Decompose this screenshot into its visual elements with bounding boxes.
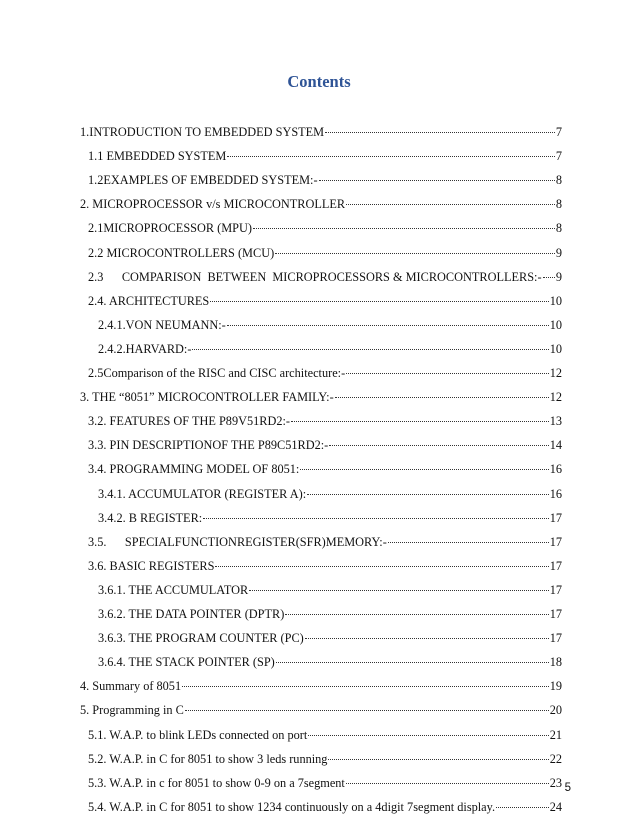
toc-dot-leader bbox=[319, 180, 555, 181]
toc-entry-page-number: 8 bbox=[555, 221, 562, 236]
toc-entry-title: 3.6.1. THE ACCUMULATOR bbox=[98, 582, 249, 597]
toc-entry-title: 3.4. PROGRAMMING MODEL OF 8051: bbox=[88, 462, 300, 477]
toc-entry-title: 3.6. BASIC REGISTERS bbox=[88, 558, 215, 573]
toc-entry[interactable] bbox=[80, 678, 562, 694]
toc-entry-title: 3.5. SPECIALFUNCTIONREGISTER(SFR)MEMORY:- bbox=[88, 534, 387, 549]
toc-dot-leader bbox=[308, 735, 548, 736]
toc-entry[interactable] bbox=[88, 799, 562, 815]
toc-entry[interactable] bbox=[88, 148, 562, 164]
toc-dot-leader bbox=[182, 686, 549, 687]
toc-entry[interactable] bbox=[88, 269, 562, 285]
toc-dot-leader bbox=[346, 783, 549, 784]
toc-entry-title: 3.6.4. THE STACK POINTER (SP) bbox=[98, 655, 275, 670]
toc-dot-leader bbox=[227, 325, 549, 326]
toc-dot-leader bbox=[300, 469, 548, 470]
toc-entry-page-number: 10 bbox=[549, 293, 562, 308]
toc-entry-page-number: 19 bbox=[549, 679, 562, 694]
toc-entry-page-number: 20 bbox=[549, 703, 562, 718]
toc-entry-title: 2.4. ARCHITECTURES bbox=[88, 293, 210, 308]
toc-entry-title: 3.4.1. ACCUMULATOR (REGISTER A): bbox=[98, 486, 307, 501]
toc-entry[interactable] bbox=[98, 630, 562, 646]
page-number: 5 bbox=[564, 782, 571, 794]
toc-entry-title: 3.3. PIN DESCRIPTIONOF THE P89C51RD2:- bbox=[88, 438, 329, 453]
toc-entry-page-number: 8 bbox=[555, 173, 562, 188]
toc-entry-page-number: 16 bbox=[549, 486, 562, 501]
toc-dot-leader bbox=[227, 156, 554, 157]
toc-entry-page-number: 10 bbox=[549, 317, 562, 332]
toc-entry-title: 3.4.2. B REGISTER: bbox=[98, 510, 203, 525]
page-title: Contents bbox=[287, 72, 351, 91]
toc-entry-title: 2.3 COMPARISON BETWEEN MICROPROCESSORS & MICROCONTROLLERS:- bbox=[88, 269, 542, 284]
toc-entry-page-number: 13 bbox=[549, 414, 562, 429]
toc-dot-leader bbox=[249, 590, 549, 591]
toc-dot-leader bbox=[543, 277, 555, 278]
toc-entry-page-number: 12 bbox=[549, 390, 562, 405]
toc-entry-page-number: 16 bbox=[549, 462, 562, 477]
toc-entry-title: 5.2. W.A.P. in C for 8051 to show 3 leds running bbox=[88, 751, 328, 766]
toc-entry-page-number: 9 bbox=[555, 269, 562, 284]
toc-entry[interactable] bbox=[98, 510, 562, 526]
toc-entry-title: 2. MICROPROCESSOR v/s MICROCONTROLLER bbox=[80, 197, 346, 212]
toc-entry-title: 2.1MICROPROCESSOR (MPU) bbox=[88, 221, 252, 236]
toc-entry-title: 3. THE “8051” MICROCONTROLLER FAMILY:- bbox=[80, 390, 334, 405]
toc-entry-title: 4. Summary of 8051 bbox=[80, 679, 182, 694]
toc-dot-leader bbox=[291, 421, 549, 422]
toc-entry-title: 5.1. W.A.P. to blink LEDs connected on port bbox=[88, 727, 308, 742]
toc-entry-page-number: 7 bbox=[555, 125, 562, 139]
toc-entry[interactable] bbox=[88, 775, 562, 791]
toc-dot-leader bbox=[329, 445, 548, 446]
toc-entry-page-number: 10 bbox=[549, 341, 562, 356]
toc-dot-leader bbox=[346, 373, 549, 374]
toc-entry-title: 3.6.2. THE DATA POINTER (DPTR) bbox=[98, 607, 285, 621]
toc-entry-title: 2.4.2.HARVARD:- bbox=[98, 341, 192, 356]
toc-entry[interactable] bbox=[88, 220, 562, 236]
toc-dot-leader bbox=[192, 349, 548, 350]
toc-entry-page-number: 12 bbox=[549, 366, 562, 380]
toc-entry[interactable] bbox=[88, 461, 562, 477]
toc-entry-title: 5.4. W.A.P. in C for 8051 to show 1234 continuously on a 4digit 7segment display. bbox=[88, 799, 496, 814]
toc-entry-title: 1.2EXAMPLES OF EMBEDDED SYSTEM:- bbox=[88, 173, 318, 188]
toc-dot-leader bbox=[496, 807, 549, 808]
toc-entry[interactable] bbox=[98, 606, 562, 622]
toc-dot-leader bbox=[215, 566, 548, 567]
toc-entry[interactable] bbox=[88, 558, 562, 574]
toc-entry-page-number: 21 bbox=[549, 727, 562, 742]
toc-entry-page-number: 7 bbox=[555, 149, 562, 164]
toc-entry[interactable] bbox=[98, 317, 562, 333]
toc-entry-page-number: 17 bbox=[549, 558, 562, 573]
toc-entry[interactable] bbox=[88, 727, 562, 743]
toc-dot-leader bbox=[325, 132, 555, 133]
toc-entry-title: 5.3. W.A.P. in c for 8051 to show 0-9 on a 7segment bbox=[88, 775, 345, 790]
toc-dot-leader bbox=[328, 759, 548, 760]
toc-dot-leader bbox=[335, 397, 549, 398]
toc-dot-leader bbox=[388, 542, 549, 543]
toc-entry-page-number: 24 bbox=[549, 799, 562, 814]
toc-entry[interactable] bbox=[88, 534, 562, 550]
toc-dot-leader bbox=[346, 204, 555, 205]
toc-entry[interactable] bbox=[98, 654, 562, 670]
toc-dot-leader bbox=[305, 638, 549, 639]
toc-entry-page-number: 9 bbox=[555, 245, 562, 260]
toc-entry[interactable] bbox=[88, 293, 562, 309]
toc-entry-page-number: 17 bbox=[549, 631, 562, 646]
toc-entry-title: 2.4.1.VON NEUMANN:- bbox=[98, 317, 226, 332]
toc-entry[interactable] bbox=[80, 196, 562, 212]
toc-dot-leader bbox=[210, 301, 548, 302]
toc-entry[interactable] bbox=[80, 389, 562, 405]
toc-entry[interactable] bbox=[98, 341, 562, 357]
toc-dot-leader bbox=[276, 662, 549, 663]
toc-entry-title: 5. Programming in C bbox=[80, 703, 184, 718]
toc-entry[interactable] bbox=[98, 582, 562, 598]
toc-entry-page-number: 17 bbox=[549, 607, 562, 621]
toc-entry-page-number: 22 bbox=[549, 751, 562, 766]
toc-entry-page-number: 8 bbox=[555, 197, 562, 212]
toc-entry-title: 2.5Comparison of the RISC and CISC architecture:- bbox=[88, 366, 346, 380]
toc-dot-leader bbox=[185, 710, 549, 711]
toc-dot-leader bbox=[307, 494, 549, 495]
toc-entry[interactable] bbox=[88, 365, 562, 381]
toc-entry-title: 3.6.3. THE PROGRAM COUNTER (PC) bbox=[98, 631, 304, 646]
toc-entry[interactable] bbox=[88, 437, 562, 453]
toc-dot-leader bbox=[203, 518, 549, 519]
toc-entry-page-number: 18 bbox=[549, 655, 562, 670]
toc-entry[interactable] bbox=[88, 751, 562, 767]
toc-dot-leader bbox=[275, 253, 555, 254]
toc-dot-leader bbox=[285, 614, 548, 615]
toc-entry[interactable] bbox=[88, 413, 562, 429]
toc-entry-page-number: 14 bbox=[549, 438, 562, 453]
toc-entry-title: 2.2 MICROCONTROLLERS (MCU) bbox=[88, 245, 275, 260]
toc-entry-page-number: 17 bbox=[549, 582, 562, 597]
toc-entry[interactable] bbox=[98, 486, 562, 502]
toc-entry-page-number: 23 bbox=[549, 775, 562, 790]
toc-entry[interactable] bbox=[88, 245, 562, 261]
toc-entry-title: 1.INTRODUCTION TO EMBEDDED SYSTEM bbox=[80, 125, 325, 139]
toc-entry[interactable] bbox=[88, 172, 562, 188]
toc-entry-title: 3.2. FEATURES OF THE P89V51RD2:- bbox=[88, 414, 291, 429]
toc-dot-leader bbox=[253, 228, 555, 229]
toc-entry[interactable] bbox=[80, 124, 562, 140]
toc-entry-title: 1.1 EMBEDDED SYSTEM bbox=[88, 149, 227, 164]
toc-entry-page-number: 17 bbox=[549, 510, 562, 525]
toc-entry-page-number: 17 bbox=[549, 534, 562, 549]
toc-entry[interactable] bbox=[80, 702, 562, 718]
